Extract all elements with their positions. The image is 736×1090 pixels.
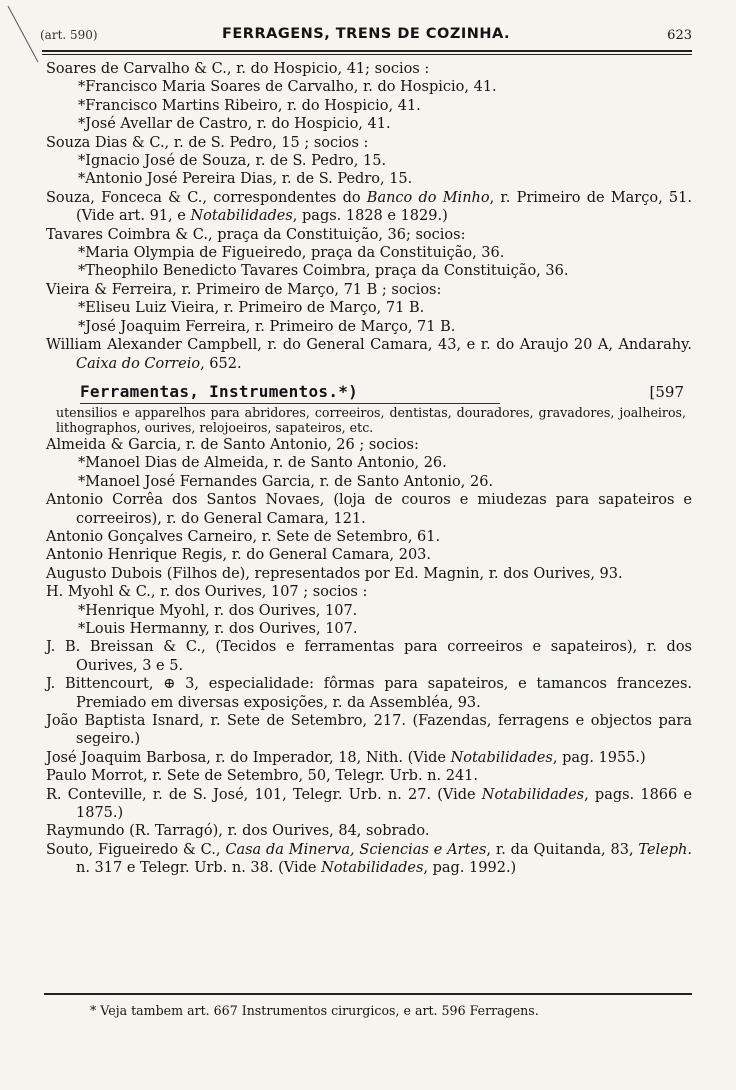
- directory-entry: J. Bittencourt, ⊕ 3, especialidade: fôrmas para sapateiros, e tamancos francezes. Premiado em diversas exposições, r. da Assembléa, 93.: [46, 676, 692, 711]
- partner-entry: *Theophilo Benedicto Tavares Coimbra, praça da Constituição, 36.: [78, 263, 569, 280]
- partner-entry: *Francisco Maria Soares de Carvalho, r. do Hospicio, 41.: [78, 79, 497, 96]
- directory-entry: Antonio Henrique Regis, r. do General Camara, 203.: [46, 547, 432, 564]
- entry-text: Souza, Fonceca & C., correspondentes do: [46, 189, 367, 206]
- directory-entry: J. B. Breissan & C., (Tecidos e ferramentas para correeiros e sapateiros), r. dos Ourives, 3 e 5.: [46, 639, 692, 674]
- footnote-rule: [44, 993, 692, 995]
- directory-entry: João Baptista Isnard, r. Sete de Setembro, 217. (Fazendas, ferragens e objectos para segeiro.): [46, 713, 692, 748]
- directory-entry: Tavares Coimbra & C., praça da Constituição, 36; socios:: [46, 226, 466, 243]
- entry-text: , r. Primeiro de Março, 51. (Vide art. 91, e: [76, 189, 692, 225]
- entry-morrot: Paulo Morrot, r. Sete de Setembro, 50, Telegr. Urb. n. 241.: [46, 768, 479, 785]
- entry-tarrago: Raymundo (R. Tarragó), r. dos Ourives, 84, sobrado.: [46, 823, 430, 840]
- directory-entry: Augusto Dubois (Filhos de), representados por Ed. Magnin, r. dos Ourives, 93.: [46, 565, 623, 582]
- footnote: * Veja tambem art. 667 Instrumentos cirurgicos, e art. 596 Ferragens.: [90, 1003, 539, 1018]
- entries-group-section: [46, 436, 692, 749]
- header-rule: [42, 50, 692, 52]
- entry-text: , pags. 1866 e 1875.): [76, 786, 692, 822]
- entry-italic: Casa da Minerva, Sciencias e Artes: [225, 841, 487, 858]
- partner-entry: *Antonio José Pereira Dias, r. de S. Pedro, 15.: [78, 171, 413, 188]
- entries-group-mid: [46, 226, 692, 336]
- entry-campbell: [46, 336, 692, 373]
- entry-text: R. Conteville, r. de S. José, 101, Telegr. Urb. n. 27. (Vide: [46, 786, 482, 803]
- entry-text: Souto, Figueiredo & C.,: [46, 841, 226, 858]
- margin-mark: [4, 6, 44, 66]
- directory-entry: H. Myohl & C., r. dos Ourives, 107 ; socios :: [46, 584, 368, 601]
- directory-entry: Souza Dias & C., r. de S. Pedro, 15 ; socios :: [46, 134, 369, 151]
- entry-text: , r. da Quitanda, 83,: [486, 841, 639, 858]
- entry-text: , pags. 1828 e 1829.): [292, 208, 448, 225]
- partner-entry: *Louis Hermanny, r. dos Ourives, 107.: [78, 620, 358, 637]
- header-rule-thin: [42, 54, 692, 55]
- partner-entry: *Henrique Myohl, r. dos Ourives, 107.: [78, 602, 358, 619]
- partner-entry: *Francisco Martins Ribeiro, r. do Hospicio, 41.: [78, 97, 421, 114]
- entry-text: , pag. 1955.): [552, 749, 646, 766]
- partner-entry: *José Joaquim Ferreira, r. Primeiro de Março, 71 B.: [78, 318, 456, 335]
- directory-entry: Antonio Corrêa dos Santos Novaes, (loja de couros e miudezas para sapateiros e correeiros), r. do General Camara, 121.: [46, 492, 692, 527]
- entry-italic: Notabilidades: [321, 860, 424, 877]
- partner-entry: *Eliseu Luiz Vieira, r. Primeiro de Março, 71 B.: [78, 300, 425, 317]
- section-heading: [46, 381, 692, 405]
- entry-conteville: [46, 786, 692, 823]
- section-description: utensilios e apparelhos para abridores, correeiros, dentistas, douradores, gravadores, joalheiros, lithographos, ourives, relojoeiros, sapateiros, etc.: [56, 404, 686, 436]
- directory-entry: Vieira & Ferreira, r. Primeiro de Março, 71 B ; socios:: [46, 281, 442, 298]
- entry-text: William Alexander Campbell, r. do General Camara, 43, e r. do Araujo 20 A, Andarahy.: [46, 337, 692, 354]
- entry-italic: Notabilidades: [190, 208, 293, 225]
- entry-text: n. 317 e Telegr. Urb. n. 38. (Vide: [76, 860, 322, 877]
- partner-entry: *Ignacio José de Souza, r. de S. Pedro, 15.: [78, 153, 387, 170]
- section-underline: [80, 403, 500, 404]
- entry-souza-fonceca: [46, 189, 692, 226]
- entry-text: , 652.: [200, 355, 242, 372]
- directory-entry: Almeida & Garcia, r. de Santo Antonio, 26 ; socios:: [46, 436, 419, 453]
- section-title: Ferramentas, Instrumentos.*): [80, 381, 359, 401]
- page-body: [46, 60, 692, 878]
- partner-entry: *Maria Olympia de Figueiredo, praça da Constituição, 36.: [78, 245, 505, 262]
- partner-entry: *Manoel Dias de Almeida, r. de Santo Antonio, 26.: [78, 455, 447, 472]
- header-title: FERRAGENS, TRENS DE COZINHA.: [221, 26, 511, 42]
- entry-italic: Banco do Minho: [366, 189, 490, 206]
- entry-italic: Teleph.: [638, 841, 692, 858]
- entries-group-top: [46, 60, 692, 189]
- partner-entry: *José Avellar de Castro, r. do Hospicio, 41.: [78, 116, 391, 133]
- section-number: [597: [649, 382, 684, 401]
- directory-entry: Soares de Carvalho & C., r. do Hospicio, 41; socios :: [46, 61, 430, 77]
- entry-barbosa: [46, 749, 692, 767]
- entry-italic: Caixa do Correio: [76, 355, 201, 372]
- entry-text: José Joaquim Barbosa, r. do Imperador, 18, Nith. (Vide: [46, 749, 451, 766]
- page-number: 623: [667, 28, 692, 43]
- header-article-ref: (art. 590): [40, 28, 98, 42]
- entry-souto: [46, 841, 692, 878]
- entry-italic: Notabilidades: [481, 786, 585, 803]
- running-header: [40, 26, 692, 48]
- entry-italic: Notabilidades: [450, 749, 553, 766]
- directory-entry: Antonio Gonçalves Carneiro, r. Sete de Setembro, 61.: [46, 528, 441, 545]
- partner-entry: *Manoel José Fernandes Garcia, r. de Santo Antonio, 26.: [78, 473, 494, 490]
- entry-text: , pag. 1992.): [423, 860, 517, 877]
